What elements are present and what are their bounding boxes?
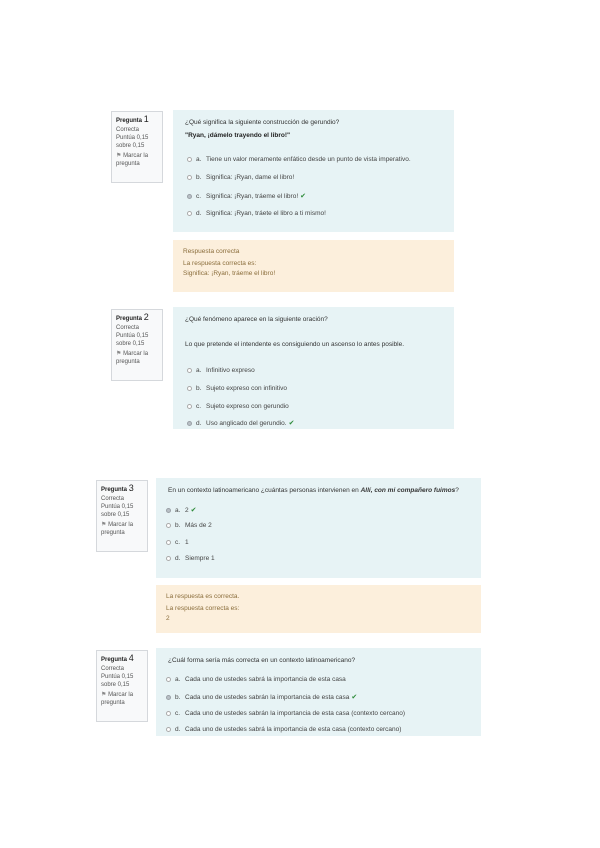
- radio-button[interactable]: [187, 157, 192, 162]
- radio-button[interactable]: [166, 540, 171, 545]
- flag-question-link[interactable]: ⚑ Marcar la pregunta: [116, 153, 149, 167]
- flag-icon: ⚑: [116, 351, 122, 357]
- flag-question-link[interactable]: ⚑ Marcar la pregunta: [101, 522, 134, 536]
- check-icon: ✔: [300, 193, 306, 200]
- question-score: Puntúa 0,15 sobre 0,15: [101, 504, 134, 518]
- question-number: Pregunta 2: [116, 312, 149, 322]
- question-info-3: [96, 480, 148, 552]
- question-score: Puntúa 0,15 sobre 0,15: [116, 333, 149, 347]
- question-score: Puntúa 0,15 sobre 0,15: [116, 135, 149, 149]
- feedback-answer-label: La respuesta correcta es:: [183, 260, 257, 267]
- radio-button[interactable]: [166, 523, 171, 528]
- option-c[interactable]: c. 1: [166, 539, 189, 546]
- question-number: Pregunta 3: [101, 483, 134, 493]
- option-c[interactable]: c. Cada uno de ustedes sabrán la importancia de esta casa (contexto cercano): [166, 710, 405, 717]
- radio-button[interactable]: [166, 727, 171, 732]
- question-number: Pregunta 4: [101, 653, 134, 663]
- radio-button[interactable]: [187, 404, 192, 409]
- feedback-answer-label: La respuesta correcta es:: [166, 605, 240, 612]
- radio-button[interactable]: [166, 556, 171, 561]
- flag-icon: ⚑: [101, 522, 107, 528]
- radio-button[interactable]: [187, 175, 192, 180]
- option-a[interactable]: a. Infinitivo expreso: [187, 367, 255, 374]
- option-b[interactable]: b. Significa: ¡Ryan, dame el libro!: [187, 174, 294, 181]
- feedback-3: [156, 585, 481, 633]
- option-d[interactable]: d. Significa: ¡Ryan, tráete el libro a ti mismo!: [187, 210, 326, 217]
- question-info-1: [111, 111, 163, 183]
- check-icon: ✔: [351, 694, 358, 701]
- radio-button-selected[interactable]: [187, 421, 192, 426]
- option-d[interactable]: d. Cada uno de ustedes sabrá la importancia de esta casa (contexto cercano): [166, 726, 401, 733]
- option-b[interactable]: b. Sujeto expreso con infinitivo: [187, 385, 287, 392]
- question-status: Correcta: [116, 126, 140, 133]
- question-score: Puntúa 0,15 sobre 0,15: [101, 674, 134, 688]
- option-a[interactable]: a. Tiene un valor meramente enfático desde un punto de vista imperativo.: [187, 156, 411, 163]
- option-c[interactable]: c. Sujeto expreso con gerundio: [187, 403, 289, 410]
- radio-button-selected[interactable]: [187, 194, 192, 199]
- feedback-title: Respuesta correcta: [183, 248, 240, 255]
- feedback-1: [173, 240, 454, 292]
- question-info-4: [96, 650, 148, 722]
- feedback-answer: Significa: ¡Ryan, tráeme el libro!: [183, 270, 276, 277]
- radio-button-selected[interactable]: [166, 695, 171, 700]
- radio-button[interactable]: [187, 211, 192, 216]
- question-subtext: Lo que pretende el intendente es consiguiendo un ascenso lo antes posible.: [185, 341, 404, 348]
- question-text: ¿Cuál forma sería más correcta en un contexto latinoamericano?: [168, 657, 356, 664]
- option-c[interactable]: c. Significa: ¡Ryan, tráeme el libro! ✔: [187, 192, 306, 200]
- radio-button[interactable]: [166, 711, 171, 716]
- radio-button[interactable]: [187, 386, 192, 391]
- radio-button[interactable]: [166, 677, 171, 682]
- question-content-4: [156, 648, 481, 736]
- question-text: ¿Qué significa la siguiente construcción de gerundio?: [185, 119, 340, 126]
- feedback-title: La respuesta es correcta.: [166, 593, 240, 600]
- question-number: Pregunta 1: [116, 114, 149, 124]
- flag-icon: ⚑: [101, 692, 107, 698]
- flag-question-link[interactable]: ⚑ Marcar la pregunta: [116, 351, 149, 365]
- option-b[interactable]: b. Más de 2: [166, 522, 212, 529]
- question-status: Correcta: [116, 324, 140, 331]
- option-d[interactable]: d. Uso anglicado del gerundio. ✔: [187, 419, 294, 427]
- radio-button[interactable]: [187, 368, 192, 373]
- question-subtext: "Ryan, ¡dámelo trayendo el libro!": [185, 132, 291, 139]
- radio-button-selected[interactable]: [166, 508, 171, 513]
- flag-question-link[interactable]: ⚑ Marcar la pregunta: [101, 692, 134, 706]
- check-icon: ✔: [288, 420, 295, 427]
- flag-icon: ⚑: [116, 153, 122, 159]
- question-status: Correcta: [101, 495, 125, 502]
- feedback-answer: 2: [166, 615, 170, 622]
- option-b[interactable]: b. Cada uno de ustedes sabrán la importancia de esta casa ✔: [166, 693, 357, 701]
- option-a[interactable]: a. 2 ✔: [166, 506, 197, 514]
- question-text: ¿Qué fenómeno aparece en la siguiente oración?: [185, 316, 328, 323]
- option-d[interactable]: d. Siempre 1: [166, 555, 215, 562]
- check-icon: ✔: [190, 507, 197, 514]
- question-status: Correcta: [101, 665, 125, 672]
- question-info-2: [111, 309, 163, 381]
- option-a[interactable]: a. Cada uno de ustedes sabrá la importancia de esta casa: [166, 676, 346, 683]
- question-text: En un contexto latinoamericano ¿cuántas personas intervienen en Allí, con mi compañero fuimos?: [168, 487, 459, 494]
